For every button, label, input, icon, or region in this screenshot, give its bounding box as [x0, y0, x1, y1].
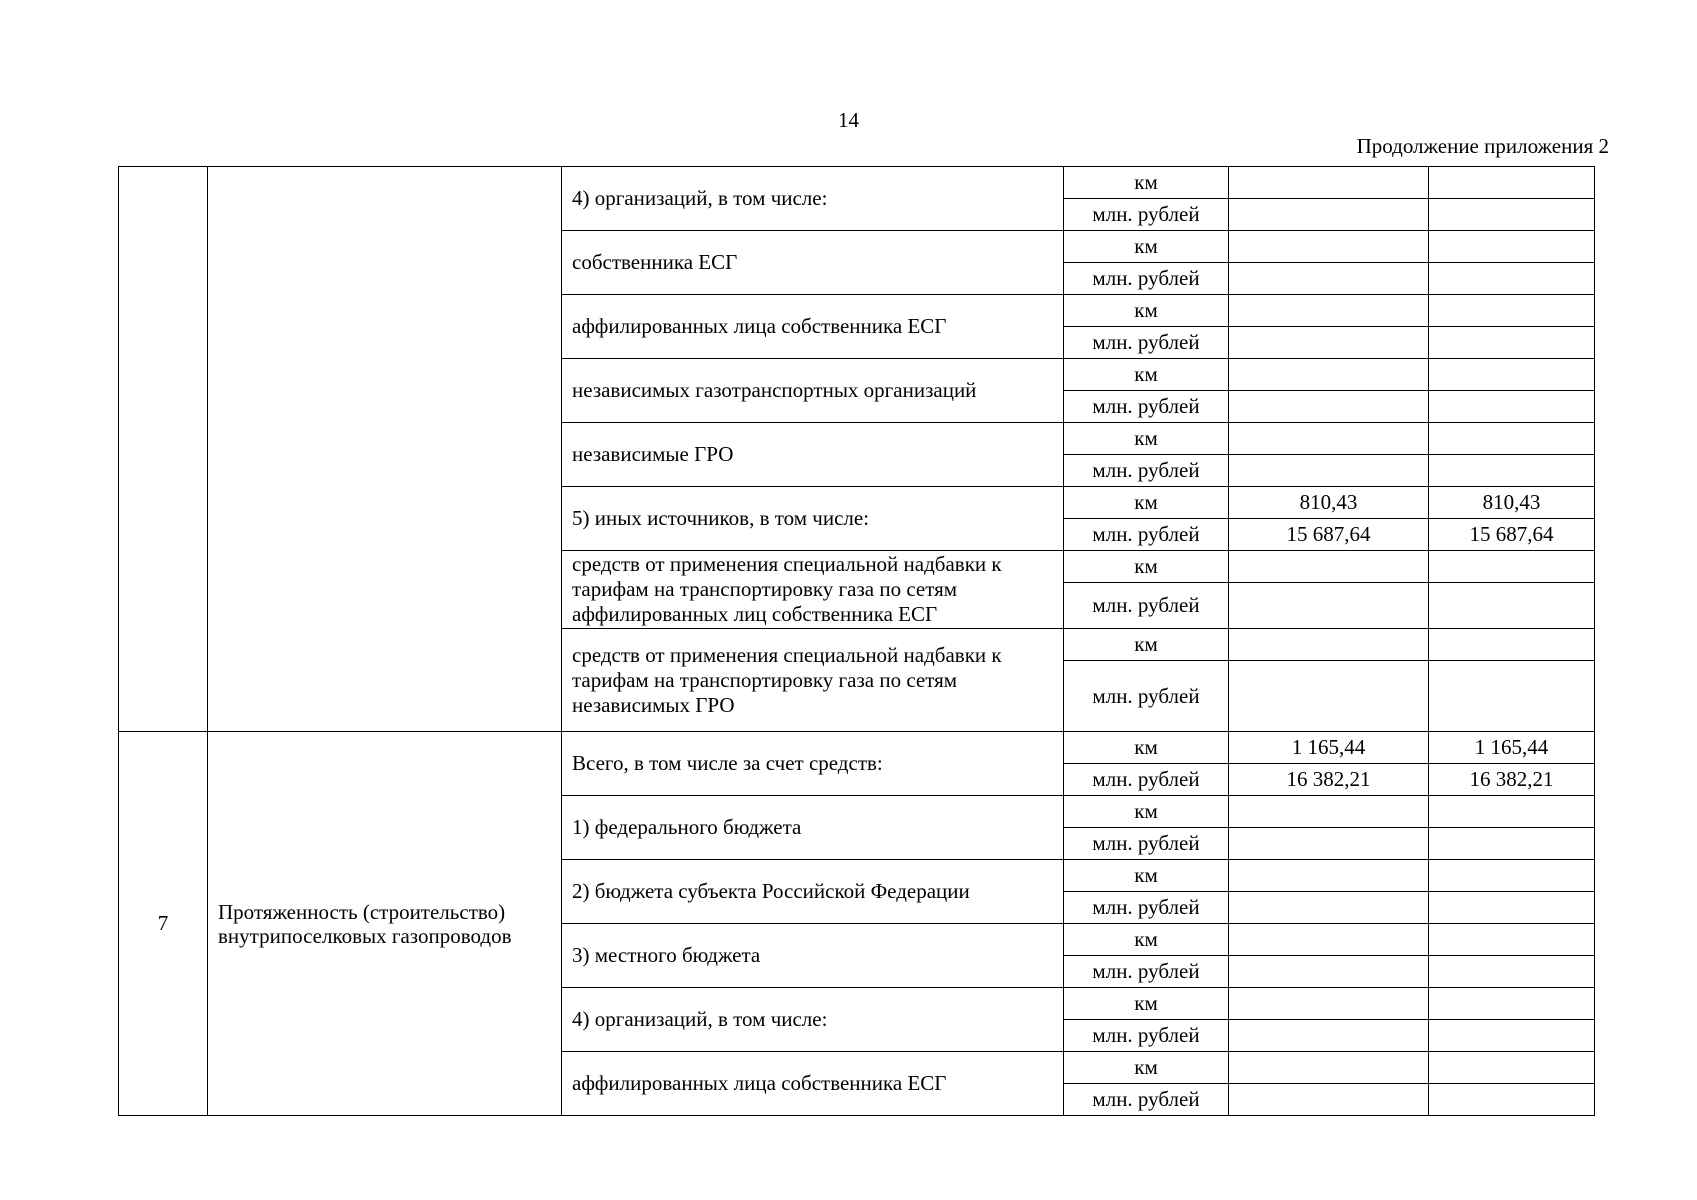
- row-number-cell: [119, 167, 208, 732]
- unit-km-cell: км: [1064, 295, 1229, 327]
- funding-source-cell: 3) местного бюджета: [562, 924, 1064, 988]
- unit-km-cell: км: [1064, 924, 1229, 956]
- value-cell: 810,43: [1429, 487, 1595, 519]
- value-cell: [1229, 423, 1429, 455]
- unit-rub-cell: млн. рублей: [1064, 828, 1229, 860]
- unit-rub-cell: млн. рублей: [1064, 199, 1229, 231]
- value-cell: [1429, 924, 1595, 956]
- value-cell: [1429, 583, 1595, 629]
- value-cell: [1429, 551, 1595, 583]
- unit-rub-cell: млн. рублей: [1064, 583, 1229, 629]
- unit-rub-cell: млн. рублей: [1064, 327, 1229, 359]
- value-cell: [1229, 1052, 1429, 1084]
- value-cell: 16 382,21: [1429, 764, 1595, 796]
- value-cell: [1229, 892, 1429, 924]
- funding-table: [118, 166, 1595, 1116]
- value-cell: [1229, 391, 1429, 423]
- funding-source-cell: независимые ГРО: [562, 423, 1064, 487]
- value-cell: [1429, 892, 1595, 924]
- funding-source-cell: средств от применения специальной надбавки к тарифам на транспортировку газа по сетям аффилированных лиц собственника ЕСГ: [562, 551, 1064, 629]
- value-cell: [1229, 359, 1429, 391]
- value-cell: [1229, 924, 1429, 956]
- unit-rub-cell: млн. рублей: [1064, 892, 1229, 924]
- value-cell: [1229, 629, 1429, 661]
- unit-km-cell: км: [1064, 231, 1229, 263]
- value-cell: 810,43: [1229, 487, 1429, 519]
- unit-km-cell: км: [1064, 796, 1229, 828]
- funding-source-cell: средств от применения специальной надбавки к тарифам на транспортировку газа по сетям независимых ГРО: [562, 629, 1064, 732]
- value-cell: [1229, 199, 1429, 231]
- unit-km-cell: км: [1064, 359, 1229, 391]
- value-cell: [1429, 1020, 1595, 1052]
- funding-source-cell: 1) федерального бюджета: [562, 796, 1064, 860]
- unit-rub-cell: млн. рублей: [1064, 764, 1229, 796]
- value-cell: [1229, 231, 1429, 263]
- value-cell: [1429, 828, 1595, 860]
- value-cell: [1229, 167, 1429, 199]
- value-cell: [1429, 1052, 1595, 1084]
- value-cell: [1229, 988, 1429, 1020]
- table-row: [119, 167, 1595, 199]
- value-cell: [1429, 796, 1595, 828]
- unit-km-cell: км: [1064, 860, 1229, 892]
- value-cell: [1429, 956, 1595, 988]
- value-cell: [1429, 455, 1595, 487]
- value-cell: [1229, 327, 1429, 359]
- unit-km-cell: км: [1064, 551, 1229, 583]
- unit-rub-cell: млн. рублей: [1064, 391, 1229, 423]
- funding-source-cell: аффилированных лица собственника ЕСГ: [562, 295, 1064, 359]
- funding-source-cell: аффилированных лица собственника ЕСГ: [562, 1052, 1064, 1116]
- unit-rub-cell: млн. рублей: [1064, 263, 1229, 295]
- value-cell: [1429, 1084, 1595, 1116]
- value-cell: [1229, 1084, 1429, 1116]
- value-cell: 1 165,44: [1429, 732, 1595, 764]
- funding-source-cell: собственника ЕСГ: [562, 231, 1064, 295]
- value-cell: [1429, 295, 1595, 327]
- value-cell: [1429, 391, 1595, 423]
- value-cell: [1429, 263, 1595, 295]
- value-cell: [1429, 167, 1595, 199]
- value-cell: [1229, 828, 1429, 860]
- value-cell: [1429, 231, 1595, 263]
- funding-source-cell: Всего, в том числе за счет средств:: [562, 732, 1064, 796]
- value-cell: [1429, 860, 1595, 892]
- unit-rub-cell: млн. рублей: [1064, 1020, 1229, 1052]
- unit-km-cell: км: [1064, 988, 1229, 1020]
- value-cell: [1229, 295, 1429, 327]
- value-cell: 1 165,44: [1229, 732, 1429, 764]
- table-row: [119, 732, 1595, 764]
- page-number: 14: [838, 108, 859, 132]
- value-cell: [1429, 988, 1595, 1020]
- value-cell: [1229, 661, 1429, 732]
- unit-km-cell: км: [1064, 423, 1229, 455]
- value-cell: [1229, 860, 1429, 892]
- value-cell: [1229, 583, 1429, 629]
- value-cell: [1229, 455, 1429, 487]
- indicator-cell: Протяженность (строительство) внутрипоселковых газопроводов: [208, 732, 562, 1116]
- unit-km-cell: км: [1064, 1052, 1229, 1084]
- value-cell: [1229, 796, 1429, 828]
- unit-rub-cell: млн. рублей: [1064, 956, 1229, 988]
- funding-source-cell: 4) организаций, в том числе:: [562, 988, 1064, 1052]
- unit-km-cell: км: [1064, 487, 1229, 519]
- value-cell: [1429, 629, 1595, 661]
- unit-rub-cell: млн. рублей: [1064, 1084, 1229, 1116]
- value-cell: 15 687,64: [1429, 519, 1595, 551]
- unit-km-cell: км: [1064, 629, 1229, 661]
- unit-rub-cell: млн. рублей: [1064, 455, 1229, 487]
- value-cell: [1429, 199, 1595, 231]
- funding-source-cell: 2) бюджета субъекта Российской Федерации: [562, 860, 1064, 924]
- funding-table-body: [119, 167, 1595, 1116]
- unit-rub-cell: млн. рублей: [1064, 519, 1229, 551]
- funding-source-cell: 4) организаций, в том числе:: [562, 167, 1064, 231]
- value-cell: 16 382,21: [1229, 764, 1429, 796]
- value-cell: [1429, 327, 1595, 359]
- appendix-continuation-label: Продолжение приложения 2: [1356, 134, 1609, 158]
- funding-source-cell: независимых газотранспортных организаций: [562, 359, 1064, 423]
- value-cell: [1229, 956, 1429, 988]
- indicator-cell: [208, 167, 562, 732]
- value-cell: [1229, 1020, 1429, 1052]
- funding-source-cell: 5) иных источников, в том числе:: [562, 487, 1064, 551]
- value-cell: [1429, 423, 1595, 455]
- value-cell: [1429, 661, 1595, 732]
- value-cell: [1429, 359, 1595, 391]
- value-cell: [1229, 551, 1429, 583]
- value-cell: [1229, 263, 1429, 295]
- unit-km-cell: км: [1064, 732, 1229, 764]
- unit-km-cell: км: [1064, 167, 1229, 199]
- value-cell: 15 687,64: [1229, 519, 1429, 551]
- unit-rub-cell: млн. рублей: [1064, 661, 1229, 732]
- row-number-cell: 7: [119, 732, 208, 1116]
